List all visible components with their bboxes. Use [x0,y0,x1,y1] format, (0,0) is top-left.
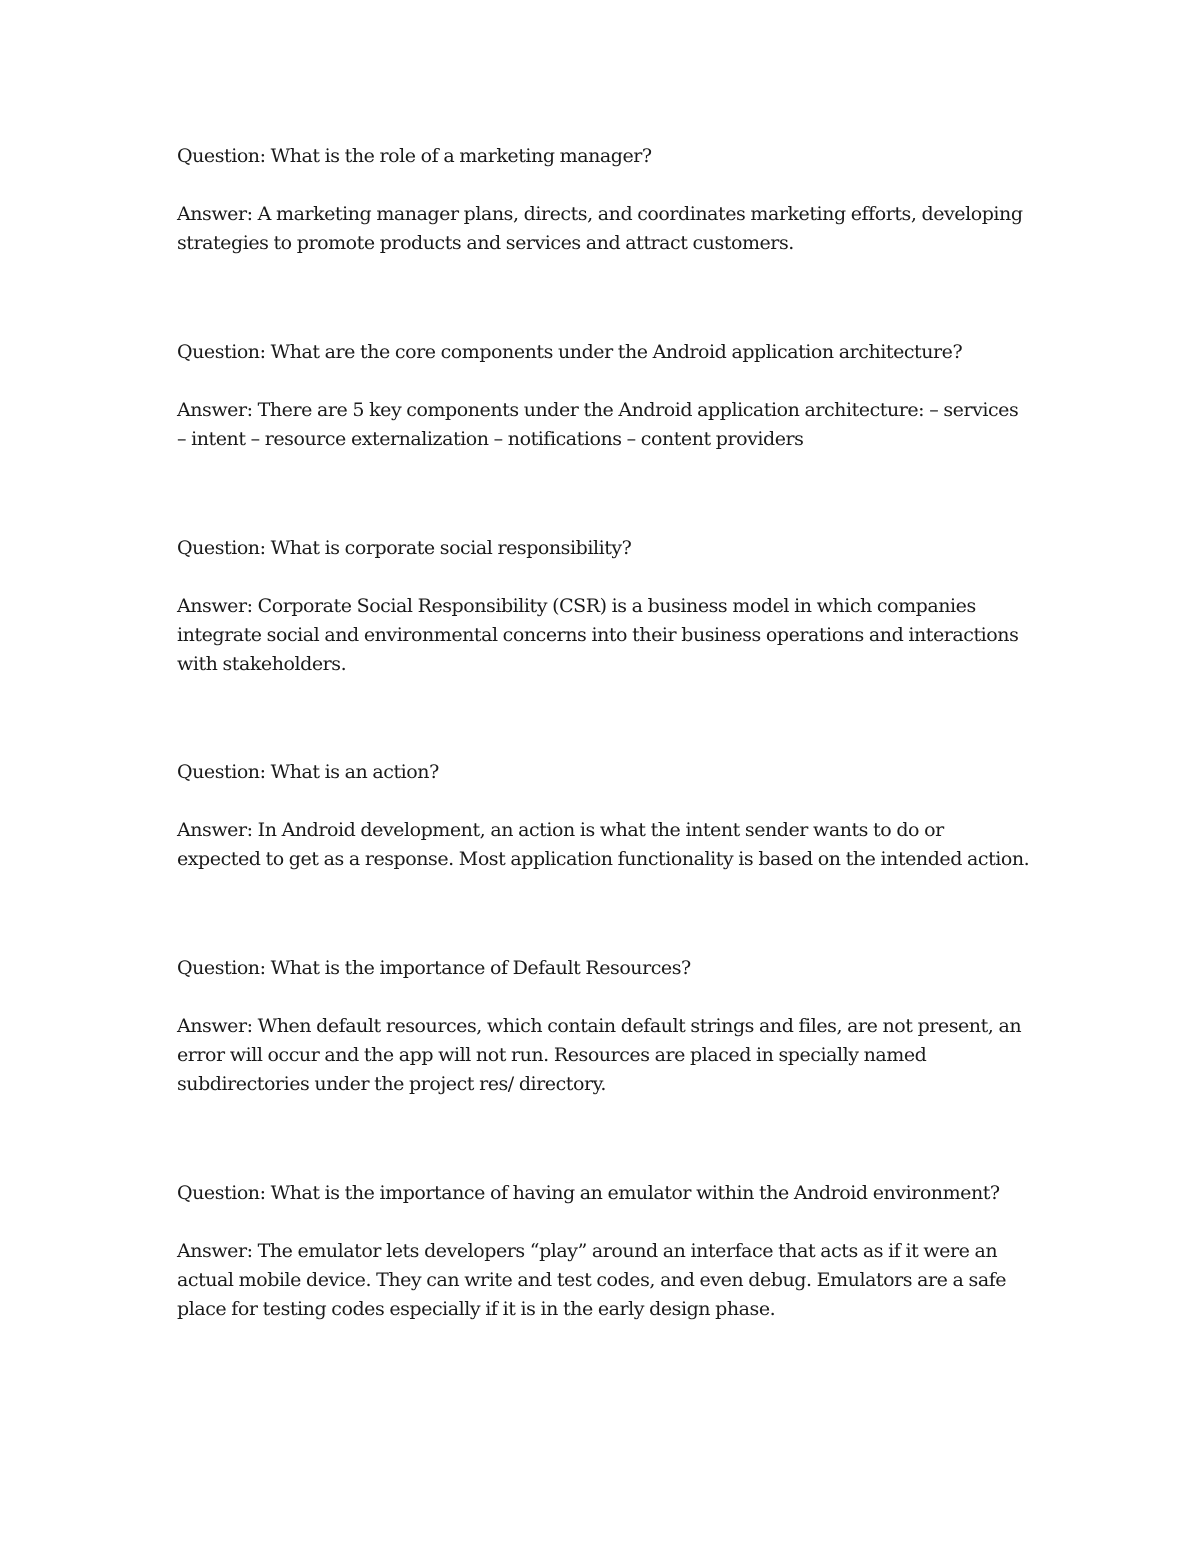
question-text: Question: What is an action? [177,761,439,783]
answer-text: Answer: In Android development, an action is what the intent sender wants to do or expected to get as a response. Most application functionality is based on the intended action. [177,819,1030,870]
qa-item-csr [177,534,1030,679]
qa-item-default-resources [177,954,1030,1099]
answer-text: Answer: There are 5 key components under the Android application architecture: – services – intent – resource externalization – notifications – content providers [177,399,1019,450]
answer-text: Answer: Corporate Social Responsibility (CSR) is a business model in which companies integrate social and environmental concerns into their business operations and interactions with stakeholders. [177,595,1019,675]
qa-item-marketing-manager [177,142,1030,258]
question-text: Question: What is corporate social responsibility? [177,537,632,559]
qa-item-emulator [177,1179,1030,1324]
answer-text: Answer: When default resources, which contain default strings and files, are not present, an error will occur and the app will not run. Resources are placed in specially named subdirectories under the project res/ directory. [177,1015,1022,1095]
question-text: Question: What are the core components under the Android application architecture? [177,341,963,363]
answer-text: Answer: The emulator lets developers “play” around an interface that acts as if it were an actual mobile device. They can write and test codes, and even debug. Emulators are a safe place for testing codes especially if it is in the early design phase. [177,1240,1007,1320]
question-text: Question: What is the role of a marketing manager? [177,145,652,167]
question-text: Question: What is the importance of Default Resources? [177,957,691,979]
answer-text: Answer: A marketing manager plans, directs, and coordinates marketing efforts, developing strategies to promote products and services and attract customers. [177,203,1023,254]
qa-item-action [177,758,1030,874]
question-text: Question: What is the importance of having an emulator within the Android environment? [177,1182,1000,1204]
qa-item-android-architecture [177,338,1030,454]
